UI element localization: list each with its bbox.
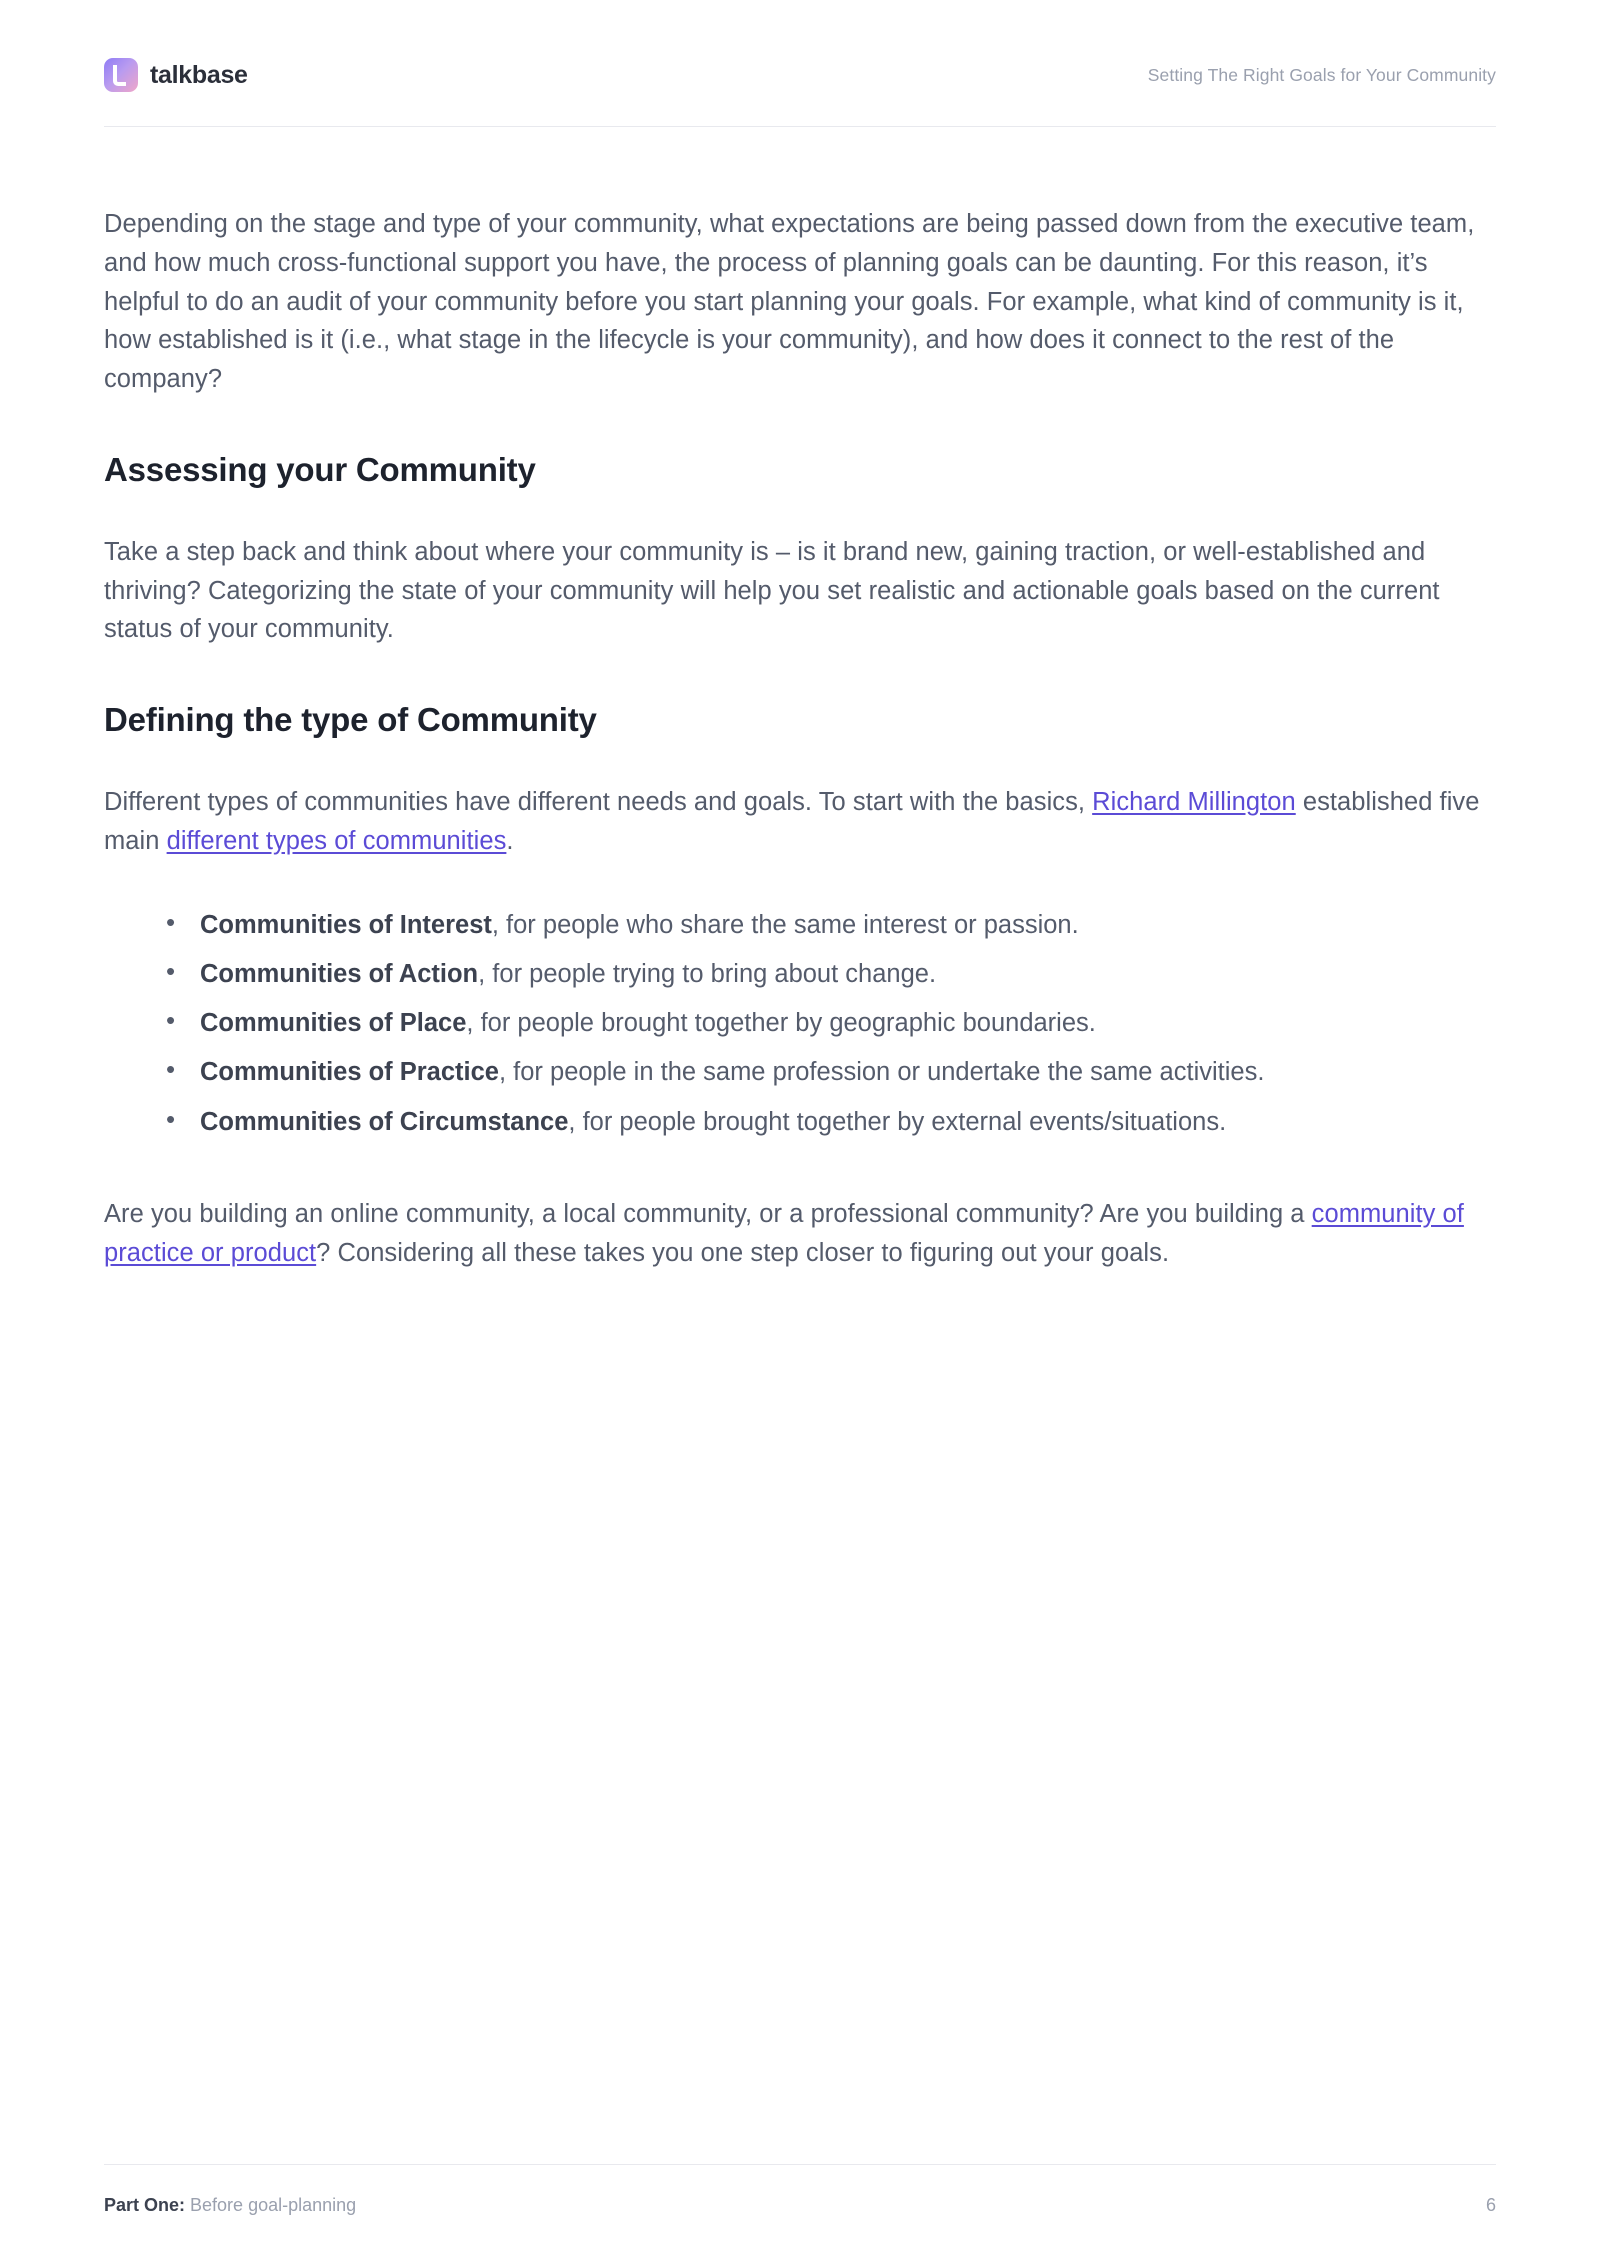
list-item [200, 905, 1496, 946]
list-item-term: Communities of Practice [200, 1058, 499, 1087]
link-different-types-of-communities[interactable]: different types of communities [166, 826, 507, 855]
list-item [200, 1102, 1496, 1143]
heading-defining-the-type-of-community: Defining the type of Community [104, 701, 597, 738]
section-one-paragraph: Take a step back and think about where your community is – is it brand new, gaining traction, or well-established and thriving? Categorizing the state of your community will help you set realistic and actionable goals based on the current status of your community. [104, 537, 1440, 644]
footer-part-label: Part One: [104, 2195, 186, 2215]
list-item-term: Communities of Interest [200, 910, 492, 939]
list-item [200, 1052, 1496, 1093]
community-types-list [104, 905, 1496, 1143]
closing-paragraph [104, 1195, 1496, 1273]
section-two-text-part2: established five main [104, 788, 1480, 855]
closing-text-part1: Are you building an online community, a local community, or a professional community? Are you building a [104, 1199, 1312, 1228]
list-item-description: , for people in the same profession or undertake the same activities. [499, 1058, 1265, 1087]
list-item-description: , for people brought together by geographic boundaries. [466, 1009, 1096, 1038]
document-title: Setting The Right Goals for Your Community [1147, 64, 1496, 85]
intro-paragraph: Depending on the stage and type of your community, what expectations are being passed down from the executive team, and how much cross-functional support you have, the process of planning goals can be daunting. For this reason, it’s helpful to do an audit of your community before you start planning your goals. For example, what kind of community is it, how established is it (i.e., what stage in the lifecycle is your community), and how does it connect to the rest of the company? [104, 210, 1475, 393]
brand-name: talkbase [150, 60, 248, 89]
section-two-text-part1: Different types of communities have different needs and goals. To start with the basics, [104, 788, 1093, 816]
talkbase-logo-icon [104, 58, 138, 92]
list-item-description: , for people trying to bring about change. [478, 959, 937, 988]
page-footer [104, 2164, 1496, 2216]
list-item-term: Communities of Place [200, 1009, 467, 1038]
list-item-term: Communities of Action [200, 959, 479, 988]
footer-part-title: Before goal-planning [185, 2195, 357, 2215]
section-two-text-part3: . [506, 826, 514, 855]
footer-divider [104, 2164, 1496, 2165]
closing-text-part2: ? Considering all these takes you one step closer to figuring out your goals. [316, 1238, 1170, 1267]
page-content [104, 127, 1496, 1272]
footer-section-label [104, 2195, 356, 2216]
section-two-paragraph [104, 783, 1496, 861]
list-item [200, 1003, 1496, 1044]
list-item-term: Communities of Circumstance [200, 1107, 569, 1136]
page-header [104, 0, 1496, 126]
page-number: 6 [1485, 2195, 1496, 2215]
list-item [200, 954, 1496, 995]
list-item-description: , for people who share the same interest or passion. [491, 910, 1079, 939]
link-richard-millington[interactable]: Richard Millington [1092, 788, 1296, 816]
brand [104, 58, 248, 92]
link-community-of-practice-or-product[interactable]: community of practice or product [104, 1199, 1464, 1267]
heading-assessing-your-community: Assessing your Community [104, 450, 536, 488]
list-item-description: , for people brought together by external events/situations. [568, 1107, 1227, 1136]
